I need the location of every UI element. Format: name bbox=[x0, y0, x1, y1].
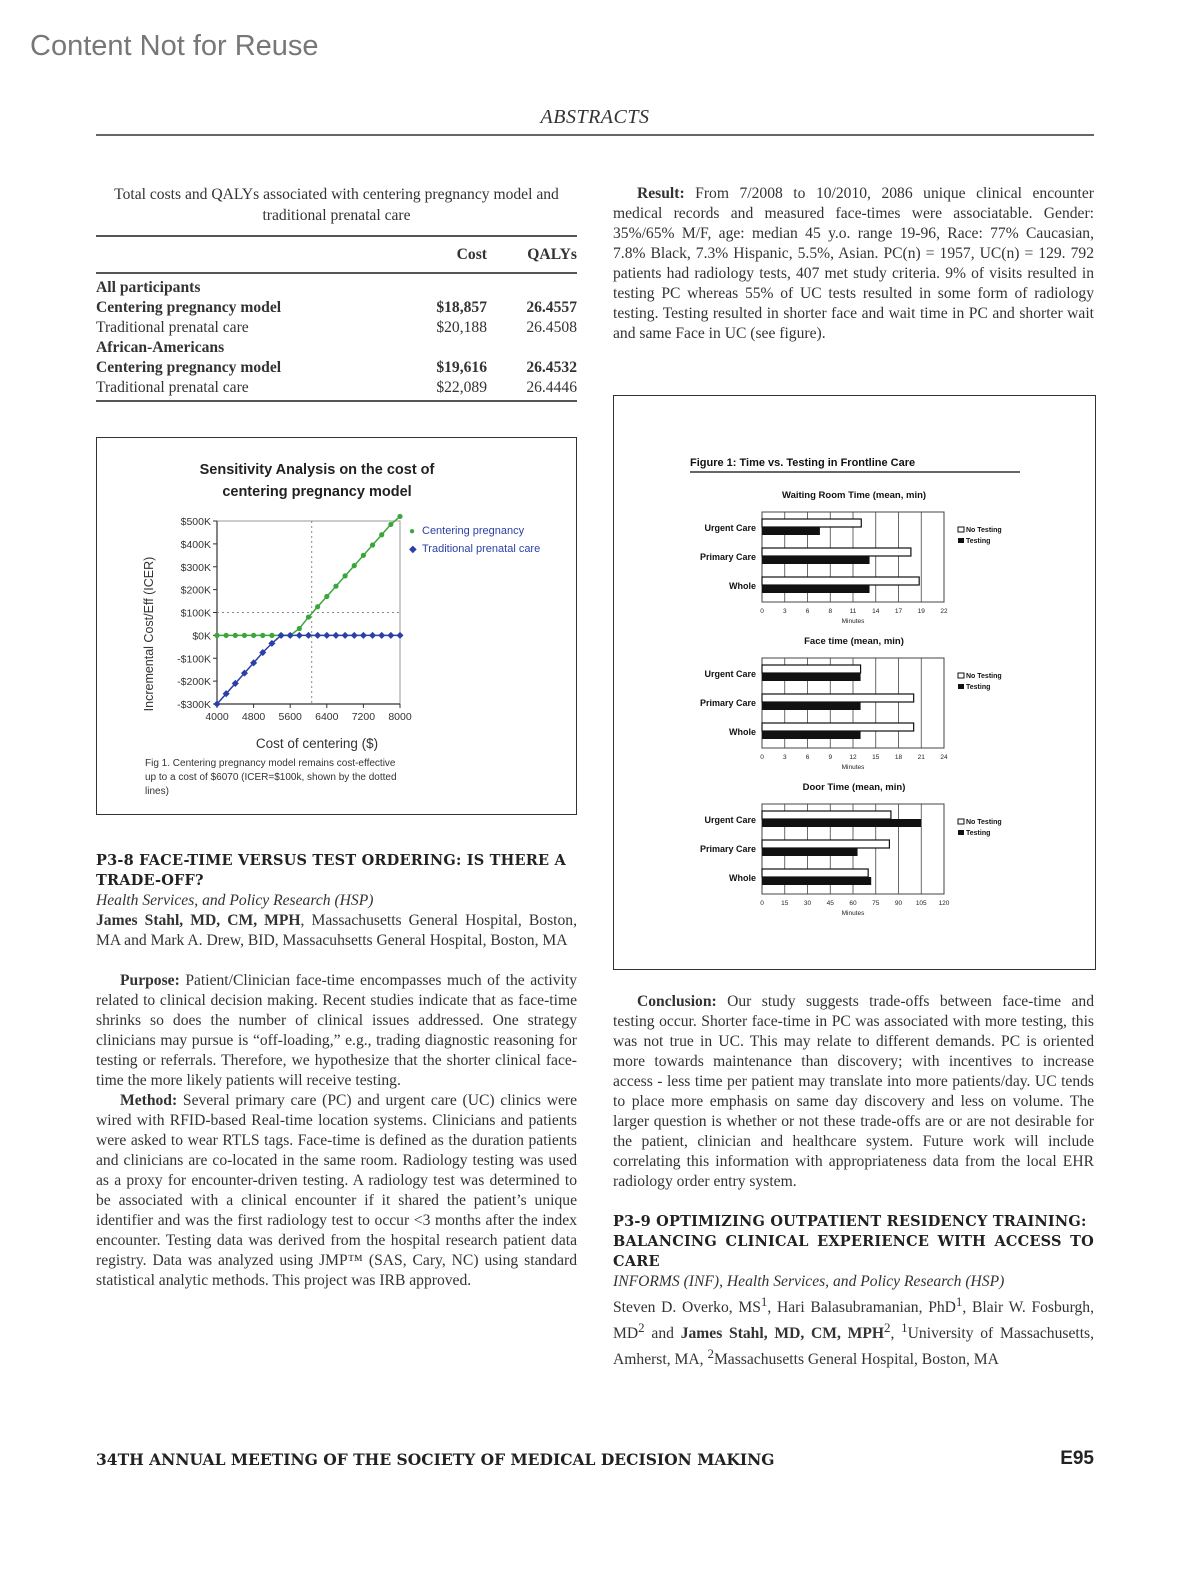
table-row bbox=[96, 298, 577, 318]
figure-caption-line2: up to a cost of $6070 (ICER=$100k, shown by the dotted bbox=[145, 772, 397, 783]
group-label: African-Americans bbox=[96, 339, 225, 356]
bar-no-testing bbox=[762, 665, 861, 673]
figure-title: Figure 1: Time vs. Testing in Frontline Care bbox=[690, 457, 916, 469]
chart-title-line2: centering pregnancy model bbox=[222, 484, 412, 500]
category-label: Primary Care bbox=[699, 698, 756, 708]
x-tick-label: 22 bbox=[940, 608, 948, 615]
bar-testing bbox=[762, 702, 861, 710]
x-tick-label: 6 bbox=[805, 754, 810, 761]
y-tick-label: $200K bbox=[180, 584, 211, 597]
category-label: Urgent Care bbox=[704, 523, 756, 533]
x-tick-label: 0 bbox=[760, 754, 764, 761]
col-header-qalys: QALYs bbox=[487, 236, 577, 273]
bar-panel bbox=[700, 782, 1002, 917]
abstract-authors: James Stahl, MD, CM, MPH, Massachusetts General Hospital, Boston, MA and Mark A. Drew, BID, Massacuhsetts General Hospital, Boston, MA bbox=[96, 912, 577, 949]
bar-no-testing bbox=[762, 811, 891, 819]
purpose-paragraph: Purpose: Patient/Clinician face-time encompasses much of the activity related to clinical decision making. Recent studies indicate that as face-time shrinks so does the number of clinical issues addressed. One strategy clinicians may pursue is “off-loading,” e.g., trading diagnostic reasoning for testing or referrals. Therefore, we hypothesize that the shorter clinical face-time the more likely patients will receive testing. bbox=[96, 972, 577, 1089]
x-tick-label: 18 bbox=[894, 754, 903, 761]
data-point bbox=[333, 584, 338, 589]
bar-testing bbox=[762, 585, 870, 593]
chart-title-line1: Sensitivity Analysis on the cost of bbox=[199, 462, 435, 478]
figure-caption-line3: lines) bbox=[145, 786, 169, 797]
data-point bbox=[323, 632, 330, 639]
table-row bbox=[96, 358, 577, 378]
watermark: Content Not for Reuse bbox=[30, 30, 319, 62]
x-tick-label: 60 bbox=[849, 900, 857, 907]
legend-no-testing: No Testing bbox=[966, 819, 1002, 826]
qaly-cell: 26.4557 bbox=[526, 299, 577, 316]
sensitivity-figure bbox=[96, 437, 577, 815]
group-label: All participants bbox=[96, 279, 201, 296]
time-testing-figure bbox=[613, 395, 1096, 970]
data-point bbox=[361, 553, 366, 558]
x-axis-label: Minutes bbox=[841, 910, 865, 917]
panel-title: Waiting Room Time (mean, min) bbox=[781, 490, 927, 501]
data-point bbox=[342, 632, 349, 639]
legend-testing: Testing bbox=[966, 830, 991, 837]
table-row bbox=[96, 318, 577, 338]
x-tick-label: 45 bbox=[826, 900, 834, 907]
legend-centering: Centering pregnancy bbox=[422, 525, 525, 537]
chart-legend bbox=[409, 525, 540, 555]
bar-testing bbox=[762, 527, 820, 535]
col-header-cost: Cost bbox=[407, 236, 487, 273]
x-tick-label: 8 bbox=[828, 608, 833, 615]
bar-testing bbox=[762, 556, 870, 564]
data-point bbox=[352, 563, 357, 568]
y-axis-label: Incremental Cost/Eff (ICER) bbox=[142, 556, 156, 712]
panel-title: Face time (mean, min) bbox=[804, 636, 904, 647]
method-paragraph: Method: Several primary care (PC) and urgent care (UC) clinics were wired with RFID-based Real-time location systems. Clinicians and patients were asked to wear RTLS tags. Face-time is defined as the duration patients and clinicians are co-located in the same room. Radiology testing was used as a proxy for encounter-driven testing. A radiology test was determined to be associated with a clinical encounter if it shared the patient’s unique identifier and was the first radiology test to occur <3 months after the index encounter. Testing data was derived from the hospital research patient data registry. Data was analyzed using JMP™ (SAS, Cary, NC) using standard statistical analytic methods. This project was IRB approved. bbox=[96, 1092, 578, 1289]
x-tick-label: 6 bbox=[805, 608, 810, 615]
x-tick-label: 8000 bbox=[388, 711, 412, 723]
table-row bbox=[96, 378, 577, 401]
category-label: Urgent Care bbox=[704, 669, 756, 679]
data-point bbox=[332, 632, 339, 639]
data-point bbox=[370, 542, 375, 547]
plot-area bbox=[177, 514, 412, 723]
x-tick-label: 105 bbox=[915, 900, 927, 907]
abstract-title: P3-8 FACE-TIME VERSUS TEST ORDERING: IS THERE A TRADE-OFF? bbox=[96, 852, 567, 889]
cost-table-block bbox=[96, 184, 577, 402]
data-point bbox=[224, 633, 229, 638]
y-tick-label: $100K bbox=[180, 607, 211, 620]
legend-testing: Testing bbox=[966, 684, 991, 691]
abstract-p3-8 bbox=[96, 851, 577, 1291]
cost-cell: $22,089 bbox=[407, 378, 487, 401]
x-tick-label: 4000 bbox=[205, 711, 229, 723]
x-tick-label: 3 bbox=[782, 608, 787, 615]
data-point bbox=[260, 633, 265, 638]
data-point bbox=[388, 522, 393, 527]
bar-no-testing bbox=[762, 869, 868, 877]
category-label: Primary Care bbox=[699, 844, 756, 854]
table-row bbox=[96, 338, 577, 358]
legend-swatch-no-testing bbox=[958, 673, 964, 678]
x-tick-label: 17 bbox=[894, 608, 903, 615]
x-tick-label: 75 bbox=[872, 900, 880, 907]
abstract-authors-p3-9: Steven D. Overko, $MS^1$, Hari Balasubramanian, PhD$^1$, Blair W. Fosburgh, $MD^2$ and James Stahl, MD, CM, MPH$^2$, $^1$University of Massachusetts, Amherst, MA, $^2$Massachusetts General Hospital, Boston, MA bbox=[613, 1294, 1094, 1369]
data-point bbox=[315, 604, 320, 609]
bar-no-testing bbox=[762, 519, 861, 527]
category-label: Primary Care bbox=[699, 552, 756, 562]
x-axis-label: Minutes bbox=[841, 618, 865, 625]
sensitivity-chart bbox=[97, 438, 575, 813]
x-tick-label: 5600 bbox=[278, 711, 302, 723]
row-label: Centering pregnancy model bbox=[96, 359, 282, 376]
x-tick-label: 11 bbox=[849, 608, 857, 615]
y-tick-label: -$100K bbox=[177, 653, 211, 666]
result-block bbox=[613, 184, 1094, 344]
x-tick-label: 24 bbox=[940, 754, 948, 761]
x-tick-label: 15 bbox=[781, 900, 789, 907]
x-tick-label: 30 bbox=[803, 900, 812, 907]
legend-swatch-no-testing bbox=[958, 527, 964, 532]
conclusion-paragraph: Conclusion: Our study suggests trade-offs between face-time and testing occur. Shorter face-time in PC was associated with more testing, this was not true in UC. This may relate to different demands. PC is oriented more towards maintenance than discovery; with incentives to increase access - less time per patient may translate into more patients/day. UC tends to place more emphasis on same day discovery and less on volume. The larger question is whether or not these trade-offs are or are not desirable for the patient, clinician and healthcare system. Future work will include correlating this information with appropriateness data from the local EHR radiology order entry system. bbox=[613, 993, 1094, 1190]
bar-testing bbox=[762, 731, 861, 739]
x-tick-label: 19 bbox=[917, 608, 925, 615]
legend-traditional: Traditional prenatal care bbox=[422, 543, 541, 555]
row-label: Traditional prenatal care bbox=[96, 378, 407, 401]
data-point bbox=[396, 632, 403, 639]
bar-panel bbox=[700, 490, 1002, 625]
legend-swatch-no-testing bbox=[958, 819, 964, 824]
y-tick-label: $0K bbox=[192, 630, 211, 643]
legend-no-testing: No Testing bbox=[966, 527, 1002, 534]
data-point bbox=[351, 632, 358, 639]
category-label: Whole bbox=[729, 873, 756, 883]
data-point bbox=[251, 633, 256, 638]
row-label: Centering pregnancy model bbox=[96, 299, 282, 316]
bar-no-testing bbox=[762, 723, 914, 731]
time-testing-chart bbox=[614, 396, 1094, 968]
result-paragraph: Result: From 7/2008 to 10/2010, 2086 unique clinical encounter medical records and measured face-times were associatable. Gender: 35%/65% M/F, age: median 45 y.o. range 19-96, Race: 77% Caucasian, 7.8% Black, 7.3% Hispanic, 5.5%, Asian. PC(n) = 1957, UC(n) = 129. 792 patients had radiology tests, 407 met study criteria. 9% of visits resulted in testing PC whereas 55% of UC tests resulted in some form of radiology testing. Testing resulted in shorter face and wait time in PC and shorter wait and same Face in UC (see figure). bbox=[613, 185, 1094, 342]
legend-swatch-testing bbox=[958, 538, 964, 543]
table-caption: Total costs and QALYs associated with centering pregnancy model and traditional prenatal care bbox=[114, 186, 559, 224]
bar-testing bbox=[762, 848, 858, 856]
x-tick-label: 21 bbox=[917, 754, 925, 761]
bar-testing bbox=[762, 673, 861, 681]
bar-no-testing bbox=[762, 694, 914, 702]
category-label: Urgent Care bbox=[704, 815, 756, 825]
x-tick-label: 120 bbox=[938, 900, 950, 907]
legend-no-testing: No Testing bbox=[966, 673, 1002, 680]
bar-panel bbox=[700, 636, 1002, 771]
qaly-cell: 26.4446 bbox=[487, 378, 577, 401]
figure-caption-line1: Fig 1. Centering pregnancy model remains cost-effective bbox=[145, 758, 396, 769]
x-tick-label: 15 bbox=[872, 754, 880, 761]
y-tick-label: -$200K bbox=[177, 676, 211, 689]
x-tick-label: 3 bbox=[782, 754, 787, 761]
bar-no-testing bbox=[762, 548, 911, 556]
data-point bbox=[343, 573, 348, 578]
data-point bbox=[269, 633, 274, 638]
data-point bbox=[214, 633, 219, 638]
y-tick-label: -$300K bbox=[177, 699, 211, 711]
data-point bbox=[369, 632, 376, 639]
x-tick-label: 0 bbox=[760, 608, 764, 615]
legend-swatch-testing bbox=[958, 684, 964, 689]
x-tick-label: 90 bbox=[894, 900, 903, 907]
x-tick-label: 0 bbox=[760, 900, 764, 907]
x-axis-label: Minutes bbox=[841, 764, 865, 771]
data-point bbox=[305, 632, 312, 639]
x-tick-label: 14 bbox=[872, 608, 880, 615]
legend-testing: Testing bbox=[966, 538, 991, 545]
legend-marker-traditional: ◆ bbox=[409, 544, 417, 555]
page-number: E95 bbox=[1060, 1448, 1094, 1469]
panel-title: Door Time (mean, min) bbox=[802, 782, 906, 793]
data-point bbox=[242, 633, 247, 638]
footer-meeting: 34TH ANNUAL MEETING OF THE SOCIETY OF MEDICAL DECISION MAKING bbox=[96, 1450, 775, 1469]
x-tick-label: 6400 bbox=[315, 711, 339, 723]
abstract-category-p3-9: INFORMS (INF), Health Services, and Policy Research (HSP) bbox=[613, 1273, 1005, 1290]
data-point bbox=[233, 633, 238, 638]
data-point bbox=[324, 594, 329, 599]
category-label: Whole bbox=[729, 727, 756, 737]
data-point bbox=[297, 626, 302, 631]
x-tick-label: 7200 bbox=[351, 711, 376, 723]
category-label: Whole bbox=[729, 581, 756, 591]
data-point bbox=[378, 632, 385, 639]
x-tick-label: 4800 bbox=[241, 711, 266, 723]
bar-no-testing bbox=[762, 577, 919, 585]
y-tick-label: $500K bbox=[180, 516, 211, 528]
abstract-category: Health Services, and Policy Research (HSP) bbox=[96, 892, 374, 909]
cost-cell: $20,188 bbox=[436, 319, 487, 336]
abstract-title-p3-9: P3-9 OPTIMIZING OUTPATIENT RESIDENCY TRAINING: BALANCING CLINICAL EXPERIENCE WITH ACCESS TO CARE bbox=[613, 1213, 1094, 1270]
x-tick-label: 9 bbox=[828, 754, 833, 761]
cost-cell: $18,857 bbox=[436, 299, 487, 316]
bar-testing bbox=[762, 877, 871, 885]
data-point bbox=[379, 532, 384, 537]
qaly-cell: 26.4532 bbox=[526, 359, 577, 376]
bar-panels bbox=[700, 490, 1002, 917]
data-point bbox=[314, 632, 321, 639]
legend-swatch-testing bbox=[958, 830, 964, 835]
data-point bbox=[296, 632, 303, 639]
header-title: ABSTRACTS bbox=[540, 106, 650, 128]
y-tick-label: $400K bbox=[180, 538, 211, 551]
bar-testing bbox=[762, 819, 921, 827]
legend-marker-centering: ● bbox=[409, 526, 416, 537]
conclusion-and-p3-9 bbox=[613, 992, 1094, 1371]
x-tick-label: 12 bbox=[849, 754, 857, 761]
data-point bbox=[397, 514, 402, 519]
bar-no-testing bbox=[762, 840, 889, 848]
data-point bbox=[387, 632, 394, 639]
cost-qaly-table bbox=[96, 235, 577, 402]
running-header bbox=[96, 106, 1094, 136]
table-row bbox=[96, 273, 577, 298]
x-axis-label: Cost of centering ($) bbox=[255, 736, 379, 751]
data-point bbox=[306, 614, 311, 619]
row-label: Traditional prenatal care bbox=[96, 319, 249, 336]
qaly-cell: 26.4508 bbox=[526, 319, 577, 336]
cost-cell: $19,616 bbox=[436, 359, 487, 376]
y-tick-label: $300K bbox=[180, 561, 211, 574]
data-point bbox=[360, 632, 367, 639]
